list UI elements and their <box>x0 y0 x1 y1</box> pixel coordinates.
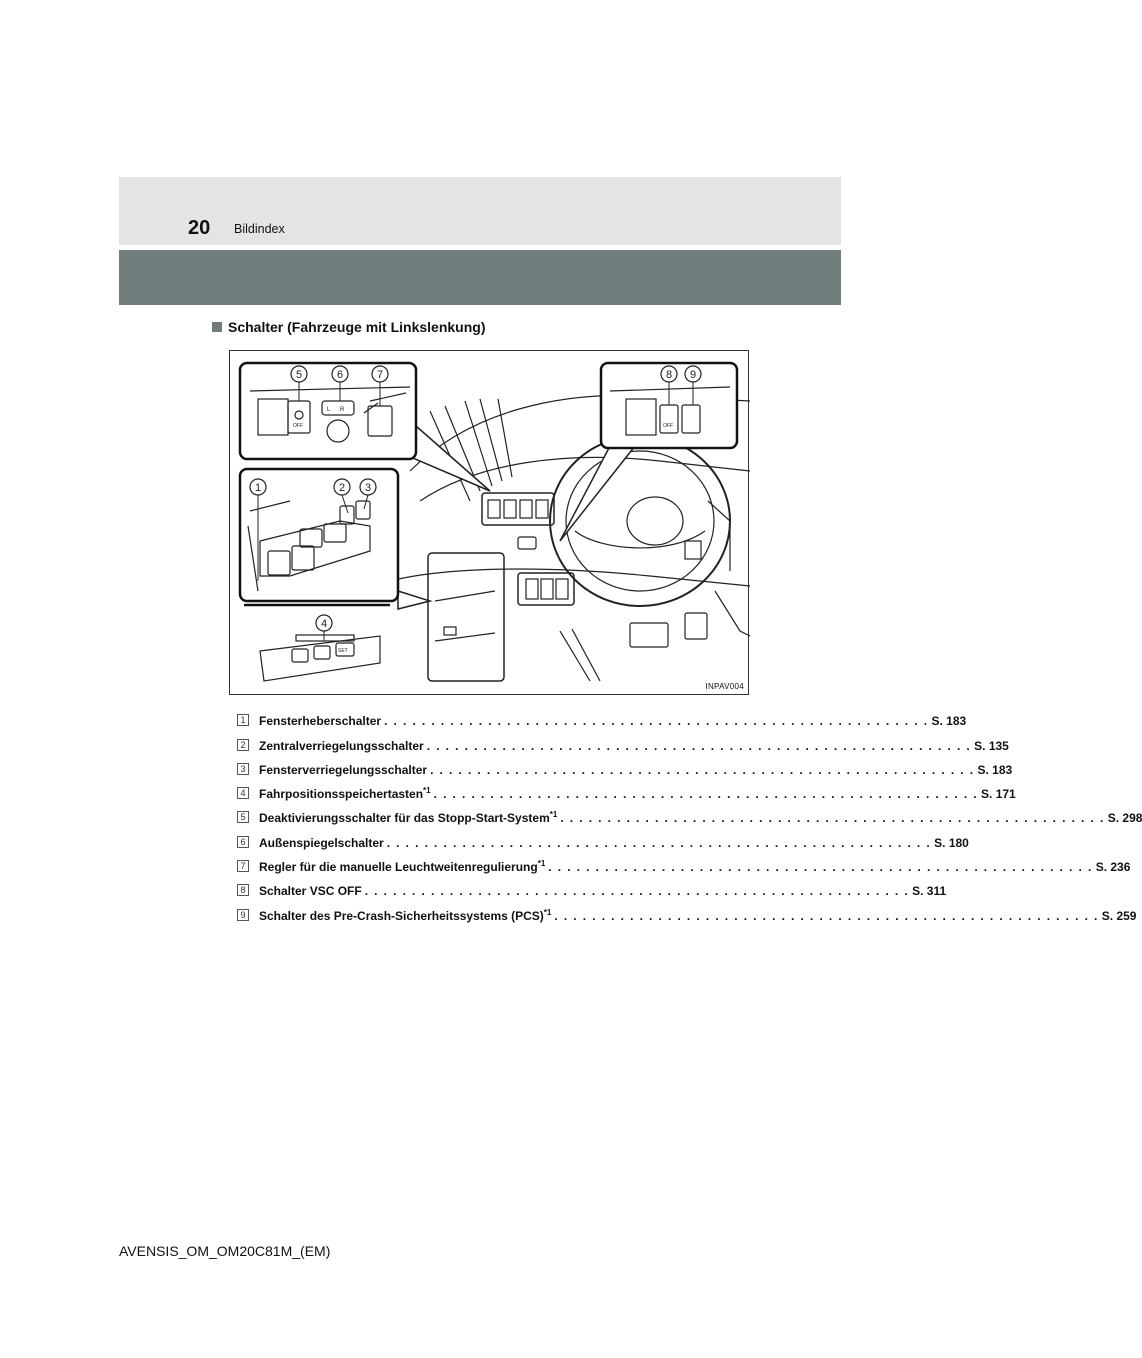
callout-8: 8 <box>665 369 673 381</box>
leader-dots: . . . . . . . . . . . . . . . . . . . . . . . . . . . . . . . . . . . . . . . . . . . . . . . . . . . . . . . . . . <box>384 714 929 729</box>
item-label: Außenspiegelschalter <box>259 835 384 850</box>
page-reference[interactable]: S. 171 <box>981 787 1016 802</box>
left-mirror-label: L <box>327 407 331 413</box>
item-label: Fensterheberschalter <box>259 714 382 729</box>
legend-item <box>237 704 967 729</box>
leader-dots: . . . . . . . . . . . . . . . . . . . . . . . . . . . . . . . . . . . . . . . . . . . . . . . . . . . . . . . . . . <box>554 908 1099 923</box>
leader-dots: . . . . . . . . . . . . . . . . . . . . . . . . . . . . . . . . . . . . . . . . . . . . . . . . . . . . . . . . . . <box>430 762 975 777</box>
page-reference[interactable]: S. 183 <box>931 714 967 729</box>
legend-item <box>237 874 947 899</box>
section-name: Bildindex <box>234 222 285 236</box>
callout-2: 2 <box>338 482 346 494</box>
legend-item <box>237 777 1016 802</box>
callout-9: 9 <box>689 369 697 381</box>
item-label: Deaktivierungsschalter für das Stopp-Start-System$^{*1}$ <box>259 810 558 826</box>
item-number: 5 <box>237 811 249 823</box>
title-bar <box>119 250 841 305</box>
inset-5-6-7 <box>240 363 416 459</box>
item-number: 7 <box>237 860 249 872</box>
page-reference[interactable]: S. 259 <box>1101 908 1137 923</box>
item-number: 2 <box>237 739 249 751</box>
item-number: 4 <box>237 787 249 799</box>
item-label: Schalter VSC OFF <box>259 884 362 899</box>
leader-dots: . . . . . . . . . . . . . . . . . . . . . . . . . . . . . . . . . . . . . . . . . . . . . . . . . . . . . . . . . . <box>433 787 979 802</box>
legend-item <box>237 728 1009 753</box>
legend-item <box>237 825 969 850</box>
subsection-heading <box>212 319 486 335</box>
callout-1: 1 <box>254 482 262 494</box>
item-number: 3 <box>237 763 249 775</box>
callout-4: 4 <box>320 618 328 630</box>
item-number: 6 <box>237 836 249 848</box>
leader-dots: . . . . . . . . . . . . . . . . . . . . . . . . . . . . . . . . . . . . . . . . . . . . . . . . . . . . . . . . . . <box>386 835 932 850</box>
vsc-off-button-label: OFF <box>663 423 673 429</box>
page-reference[interactable]: S. 311 <box>912 884 947 899</box>
item-label: Fahrpositionsspeichertasten$^{*1}$ <box>259 786 431 802</box>
page-reference[interactable]: S. 298 <box>1107 811 1142 826</box>
callout-3: 3 <box>364 482 372 494</box>
item-label: Regler für die manuelle Leuchtweitenregulierung$^{*1}$ <box>259 859 546 875</box>
callout-5: 5 <box>295 369 303 381</box>
inset-4 <box>260 615 380 681</box>
switch-legend <box>237 704 1142 923</box>
right-mirror-label: R <box>340 407 345 413</box>
leader-dots: . . . . . . . . . . . . . . . . . . . . . . . . . . . . . . . . . . . . . . . . . . . . . . . . . . . . . . . . . . <box>548 860 1093 875</box>
cockpit-drawing <box>230 351 750 696</box>
item-label: Zentralverriegelungsschalter <box>259 738 424 753</box>
figure-code: INPAV004 <box>705 682 744 691</box>
document-code: AVENSIS_OM_OM20C81M_(EM) <box>119 1243 331 1259</box>
page-reference[interactable]: S. 183 <box>977 762 1013 777</box>
page-reference[interactable]: S. 135 <box>974 738 1009 753</box>
set-button-label: SET <box>338 648 348 654</box>
callout-6: 6 <box>336 369 344 381</box>
subsection-title: Schalter (Fahrzeuge mit Linkslenkung) <box>228 319 486 335</box>
inset-8-9 <box>601 363 737 448</box>
square-bullet-icon <box>212 322 222 332</box>
item-number: 1 <box>237 714 249 726</box>
header-band <box>119 177 841 245</box>
item-label: Schalter des Pre-Crash-Sicherheitssystems (PCS)$^{*1}$ <box>259 907 552 923</box>
page-reference[interactable]: S. 180 <box>934 835 969 850</box>
leader-dots: . . . . . . . . . . . . . . . . . . . . . . . . . . . . . . . . . . . . . . . . . . . . . . . . . . . . . . . . . . <box>364 884 910 899</box>
legend-item <box>237 850 1131 875</box>
callout-7: 7 <box>376 369 384 381</box>
switch-location-illustration <box>229 350 749 695</box>
item-number: 8 <box>237 884 249 896</box>
item-number: 9 <box>237 909 249 921</box>
item-label: Fensterverriegelungsschalter <box>259 762 428 777</box>
legend-item <box>237 753 1013 777</box>
page-reference[interactable]: S. 236 <box>1095 860 1131 875</box>
inset-1-2-3 <box>240 469 398 601</box>
legend-item <box>237 898 1137 923</box>
page-number: 20 <box>188 217 211 239</box>
leader-dots: . . . . . . . . . . . . . . . . . . . . . . . . . . . . . . . . . . . . . . . . . . . . . . . . . . . . . . . . . . <box>560 811 1105 826</box>
leader-dots: . . . . . . . . . . . . . . . . . . . . . . . . . . . . . . . . . . . . . . . . . . . . . . . . . . . . . . . . . . <box>426 738 972 753</box>
off-button-label: OFF <box>293 423 303 429</box>
legend-item <box>237 801 1142 826</box>
